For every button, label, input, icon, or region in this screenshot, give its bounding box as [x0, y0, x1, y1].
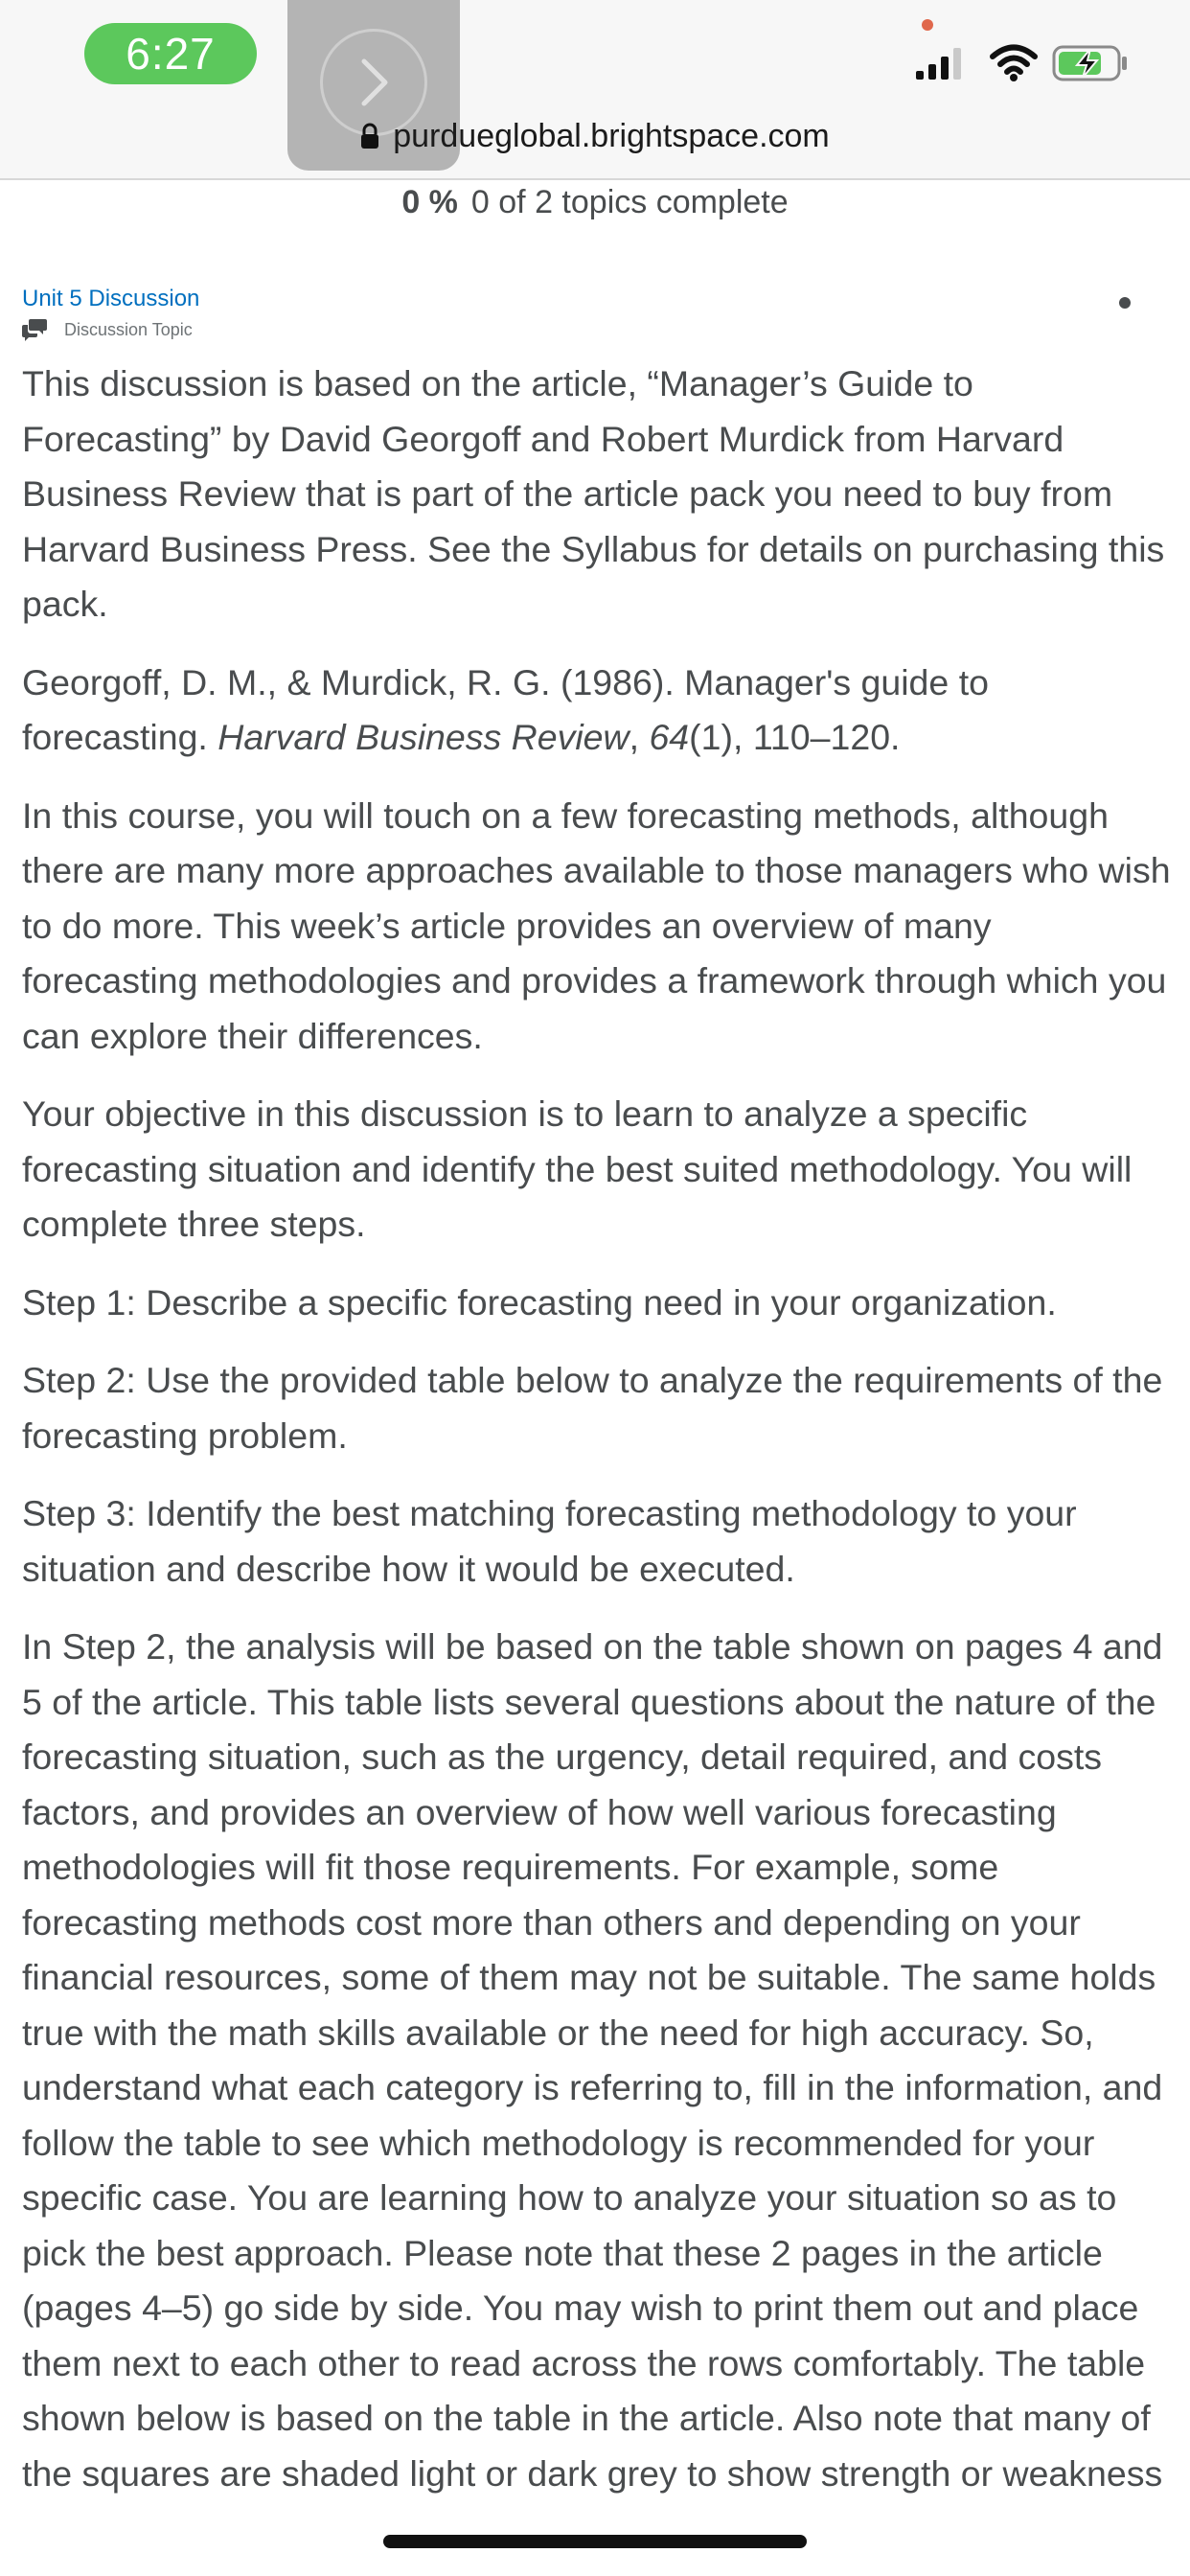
intro-paragraph: This discussion is based on the article, “Manager’s Guide to Forecasting” by David Georgoff and Robert Murdick from Harvard Business Review that is part of the article pack you need to buy from Harvard Business Press. See the Syllabus for details on purchasing this pack.: [22, 363, 1165, 624]
topic-progress: [0, 180, 1190, 224]
discussion-icon: [22, 318, 47, 341]
progress-percent: 0 %: [401, 183, 458, 220]
step-2: Step 2: Use the provided table below to analyze the requirements of the forecasting problem.: [22, 1360, 1163, 1456]
wifi-icon: [989, 44, 1039, 82]
status-time[interactable]: 6:27: [84, 23, 257, 84]
citation-sep: ,: [629, 717, 650, 757]
browser-chrome: [0, 0, 1190, 180]
url-text: purdueglobal.brightspace.com: [393, 117, 830, 154]
step-3: Step 3: Identify the best matching forecasting methodology to your situation and describe how it would be executed.: [22, 1493, 1077, 1589]
more-options-icon[interactable]: [1119, 297, 1131, 309]
battery-charging-icon: [1052, 44, 1129, 82]
citation-authors: Georgoff, D. M., & Murdick, R. G. (1986). Manager's guide to forecasting.: [22, 661, 989, 757]
home-indicator[interactable]: [383, 2535, 807, 2548]
analysis-paragraph: In Step 2, the analysis will be based on the table shown on pages 4 and 5 of the article. This table lists several questions about the nature of the forecasting situation, such as the urgency, detail required, and costs factors, and provides an overview of how well various forecasting methodologies will fit those requirements. For example, some forecasting methods cost more than others and depending on your financial resources, some of them may not be suitable. The same holds true with the math skills available or the need for high accuracy. So, understand what each category is referring to, fill in the information, and follow the table to see which methodology is recommended for your specific case. You are learning how to analyze your situation so as to pick the best approach. Please note that these 2 pages in the article (pages 4–5) go side by side. You may wish to print them out and place them next to each other to read across the rows comfortably. The table shown below is based on the table in the article. Also note that many of the squares are shaded light or dark grey to show strength or weakness: [22, 1626, 1163, 2494]
recording-indicator: [922, 19, 933, 31]
citation-rest: (1), 110–120.: [689, 717, 901, 757]
progress-summary: 0 of 2 topics complete: [470, 183, 789, 220]
citation-volume: 64: [649, 717, 690, 757]
address-bar[interactable]: [0, 107, 1190, 165]
topic-type: [22, 318, 193, 341]
chevron-right-icon: [345, 54, 402, 111]
citation-paragraph: [22, 656, 1172, 766]
topic-title-link[interactable]: Unit 5 Discussion: [22, 286, 200, 311]
course-paragraph: In this course, you will touch on a few forecasting methods, although there are many more approaches available to those managers who wish to do more. This week’s article provides an overview of many forecasting methodologies and provides a framework through which you can explore their differences.: [22, 794, 1171, 1056]
objective-paragraph: Your objective in this discussion is to learn to analyze a specific forecasting situation and identify the best suited methodology. You will complete three steps.: [22, 1093, 1133, 1244]
citation-journal: Harvard Business Review: [217, 717, 629, 757]
cellular-signal-icon: [914, 46, 968, 80]
lock-icon: [360, 123, 379, 150]
topic-content: [22, 356, 1172, 2524]
topic-type-label: Discussion Topic: [64, 319, 193, 339]
step-1: Step 1: Describe a specific forecasting need in your organization.: [22, 1281, 1057, 1322]
